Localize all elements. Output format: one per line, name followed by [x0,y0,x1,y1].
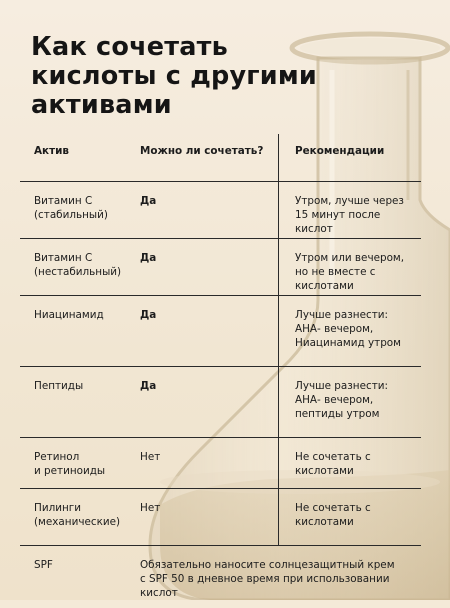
recommendation-line: Утром или вечером, [295,251,421,265]
active-qualifier: (стабильный) [34,208,140,222]
recommendation-cell [279,296,422,367]
column-header-recommendation: Рекомендации [279,134,422,182]
title-line-1: Как сочетать [31,33,431,62]
table-row [20,296,421,367]
table-header-row [20,134,421,182]
recommendation-cell [279,438,422,489]
combine-cell: Да [140,296,279,367]
recommendation-line: 15 минут после кислот [295,208,421,236]
recommendation-cell [279,239,422,296]
active-cell: SPF [20,546,140,608]
title-line-3: активами [31,91,431,120]
table-row [20,182,421,239]
combine-cell: Да [140,182,279,239]
combine-cell: Нет [140,438,279,489]
recommendation-line: Утром, лучше через [295,194,421,208]
active-name: Витамин С [34,194,140,208]
table-row-spf [20,546,421,608]
recommendation-line: но не вместе с кислотами [295,265,421,293]
page-title [31,33,431,120]
recommendation-line: АНА- вечером, [295,322,421,336]
recommendation-cell [279,489,422,546]
active-name: Пептиды [34,379,140,393]
spf-note-line: Обязательно наносите солнцезащитный крем [140,558,421,572]
recommendation-line: пептиды утром [295,407,421,421]
title-line-2: кислоты с другими [31,62,431,91]
column-header-combine: Можно ли сочетать? [140,134,279,182]
recommendation-cell [279,367,422,438]
table-row [20,239,421,296]
recommendation-line: Лучше разнести: [295,379,421,393]
combine-cell: Да [140,239,279,296]
active-cell [20,296,140,367]
active-name: Пилинги [34,501,140,515]
active-qualifier: (механические) [34,515,140,529]
column-header-active: Актив [20,134,140,182]
recommendation-cell [279,182,422,239]
recommendation-line: Не сочетать с кислотами [295,450,421,478]
recommendation-line: Не сочетать с кислотами [295,501,421,529]
active-cell [20,182,140,239]
table-row [20,489,421,546]
active-cell [20,438,140,489]
table-row [20,438,421,489]
active-name: Ретинол [34,450,140,464]
active-name: Ниацинамид [34,308,140,322]
spf-note [140,546,421,608]
active-qualifier: (нестабильный) [34,265,140,279]
recommendation-line: АНА- вечером, [295,393,421,407]
compatibility-table [20,134,421,608]
active-cell [20,239,140,296]
active-name: Витамин С [34,251,140,265]
active-cell [20,367,140,438]
spf-note-line: с SPF 50 в дневное время при использовании кислот [140,572,421,600]
combine-cell: Да [140,367,279,438]
combine-cell: Нет [140,489,279,546]
active-qualifier: и ретиноиды [34,464,140,478]
table-row [20,367,421,438]
recommendation-line: Ниацинамид утром [295,336,421,350]
recommendation-line: Лучше разнести: [295,308,421,322]
active-cell [20,489,140,546]
